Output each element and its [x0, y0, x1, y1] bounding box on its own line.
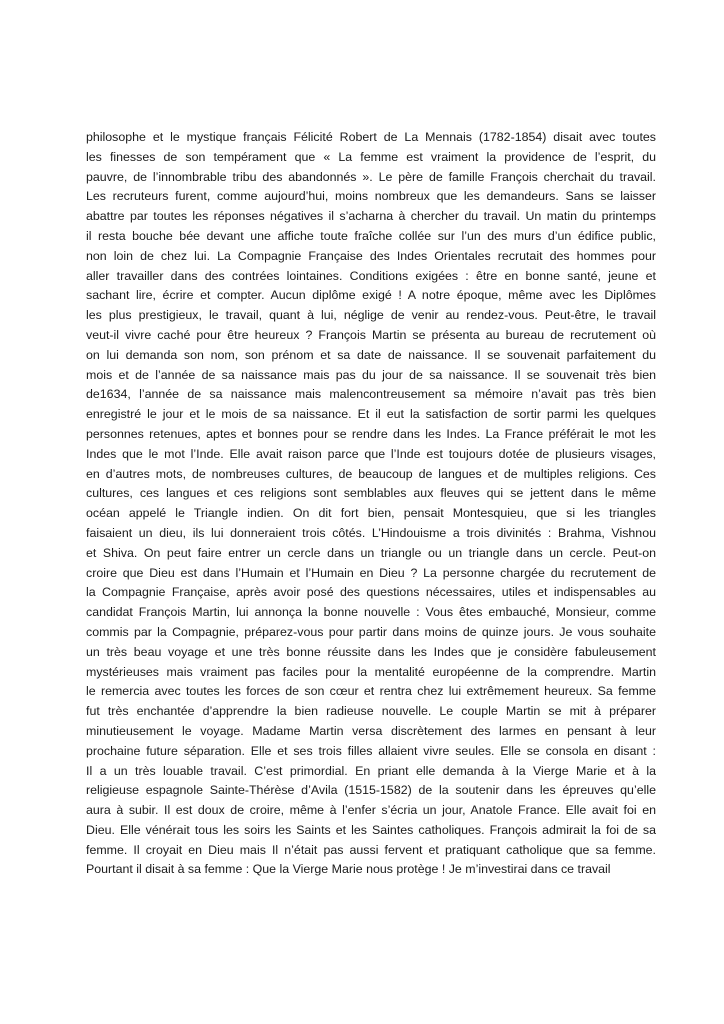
text-line: de1634, l’année de sa naissance mais malencontreusement sa mémoire n’avait pas très bien	[86, 387, 656, 402]
text-line: mois et de l’année de sa naissance mais pas du jour de sa naissance. Il se souvenait très bien	[86, 367, 656, 382]
text-line: en d’autres mots, de nombreuses cultures, de beaucoup de langues et de multiples religions. Ces	[86, 466, 656, 481]
text-line: non loin de chez lui. La Compagnie Française des Indes Orientales recrutait des hommes pour	[86, 248, 656, 263]
text-line: croire que Dieu est dans l’Humain et l’Humain en Dieu ? La personne chargée du recrutement de	[86, 565, 656, 580]
text-line: fut très enchantée d’apprendre la bien radieuse nouvelle. Le couple Martin se mit à préparer	[86, 704, 656, 719]
text-line: mystérieuses mais vraiment pas faciles pour la mentalité européenne de la comprendre. Martin	[86, 664, 656, 679]
text-line: la Compagnie Française, après avoir posé des questions nécessaires, utiles et indispensables au	[86, 585, 656, 600]
text-line: un très beau voyage et une très bonne réussite dans les Indes que je considère fabuleusement	[86, 644, 656, 659]
text-line: prochaine future séparation. Elle et ses trois filles allaient vivre seules. Elle se consola en disant :	[86, 743, 656, 758]
text-line: Indes que le mot l’Inde. Elle avait raison parce que l’Inde est toujours dotée de plusieurs visages,	[86, 446, 656, 461]
text-line: Les recruteurs furent, comme aujourd’hui, moins nombreux que les demandeurs. Sans se laisser	[86, 189, 656, 204]
text-line: pauvre, de l’innombrable tribu des abandonnés ». Le père de famille François cherchait du travail.	[86, 169, 656, 184]
text-line: Dieu. Elle vénérait tous les soirs les Saints et les Saintes catholiques. François admirait la foi de sa	[86, 822, 656, 837]
text-line: Il a un très louable travail. C’est primordial. En priant elle demanda à la Vierge Marie et à la	[86, 763, 656, 778]
text-line: faisaient un dieu, ils lui donneraient trois côtés. L’Hindouisme a trois divinités : Brahma, Vishnou	[86, 525, 656, 540]
text-line: océan appelé le Triangle indien. On dit fort bien, pensait Montesquieu, que si les triangles	[86, 506, 656, 521]
text-line: le remercia avec toutes les forces de son cœur et rentra chez lui extrêmement heureux. Sa femme	[86, 684, 656, 699]
text-line: aura à subir. Il est doux de croire, même à l’enfer s’écria un jour, Anatole France. Elle avait foi en	[86, 803, 656, 818]
text-line: et Shiva. On peut faire entrer un cercle dans un triangle ou un triangle dans un cercle. Peut-on	[86, 545, 656, 560]
text-line: les plus prestigieux, le travail, quant à lui, néglige de venir au rendez-vous. Peut-être, le travail	[86, 308, 656, 323]
text-line: cultures, ces langues et ces religions sont semblables aux fleuves qui se jettent dans le même	[86, 486, 656, 501]
text-line: philosophe et le mystique français Félicité Robert de La Mennais (1782-1854) disait avec toutes	[86, 130, 656, 144]
text-line: personnes retenues, aptes et bonnes pour se rendre dans les Indes. La France préférait le mot les	[86, 426, 656, 441]
text-line: sachant lire, écrire et compter. Aucun diplôme exigé ! A notre époque, même avec les Diplômes	[86, 288, 656, 303]
text-line: veut-il vivre caché pour être heureux ? François Martin se présenta au bureau de recrutement où	[86, 327, 656, 342]
text-line: abattre par toutes les réponses négatives il s’acharna à chercher du travail. Un matin du printemps	[86, 209, 656, 224]
body-text	[86, 128, 656, 880]
text-line: les finesses de son tempérament que « La femme est vraiment la providence de l’esprit, du	[86, 149, 656, 164]
text-line: femme. Il croyait en Dieu mais Il n’était pas aussi fervent et pratiquant catholique que sa femme.	[86, 842, 656, 857]
text-line: religieuse espagnole Sainte-Thérèse d’Avila (1515-1582) de la soutenir dans les épreuves qu’elle	[86, 783, 656, 798]
text-line: Pourtant il disait à sa femme : Que la Vierge Marie nous protège ! Je m’investirai dans ce travail	[86, 862, 611, 877]
text-line: aller travailler dans des contrées lointaines. Conditions exigées : être en bonne santé, jeune et	[86, 268, 656, 283]
text-line: on lui demanda son nom, son prénom et sa date de naissance. Il se souvenait parfaitement du	[86, 347, 656, 362]
text-line: minutieusement le voyage. Madame Martin versa discrètement des larmes en pensant à leur	[86, 723, 656, 738]
text-line: candidat François Martin, lui annonça la bonne nouvelle : Vous êtes embauché, Monsieur, comme	[86, 605, 656, 620]
text-line: il resta bouche bée devant une affiche toute fraîche collée sur l’un des murs d’un édifice public,	[86, 228, 656, 243]
text-line: commis par la Compagnie, préparez-vous pour partir dans moins de quinze jours. Je vous souhaite	[86, 624, 656, 639]
text-line: enregistré le jour et le mois de sa naissance. Et il eut la satisfaction de sortir parmi les quelques	[86, 407, 656, 422]
